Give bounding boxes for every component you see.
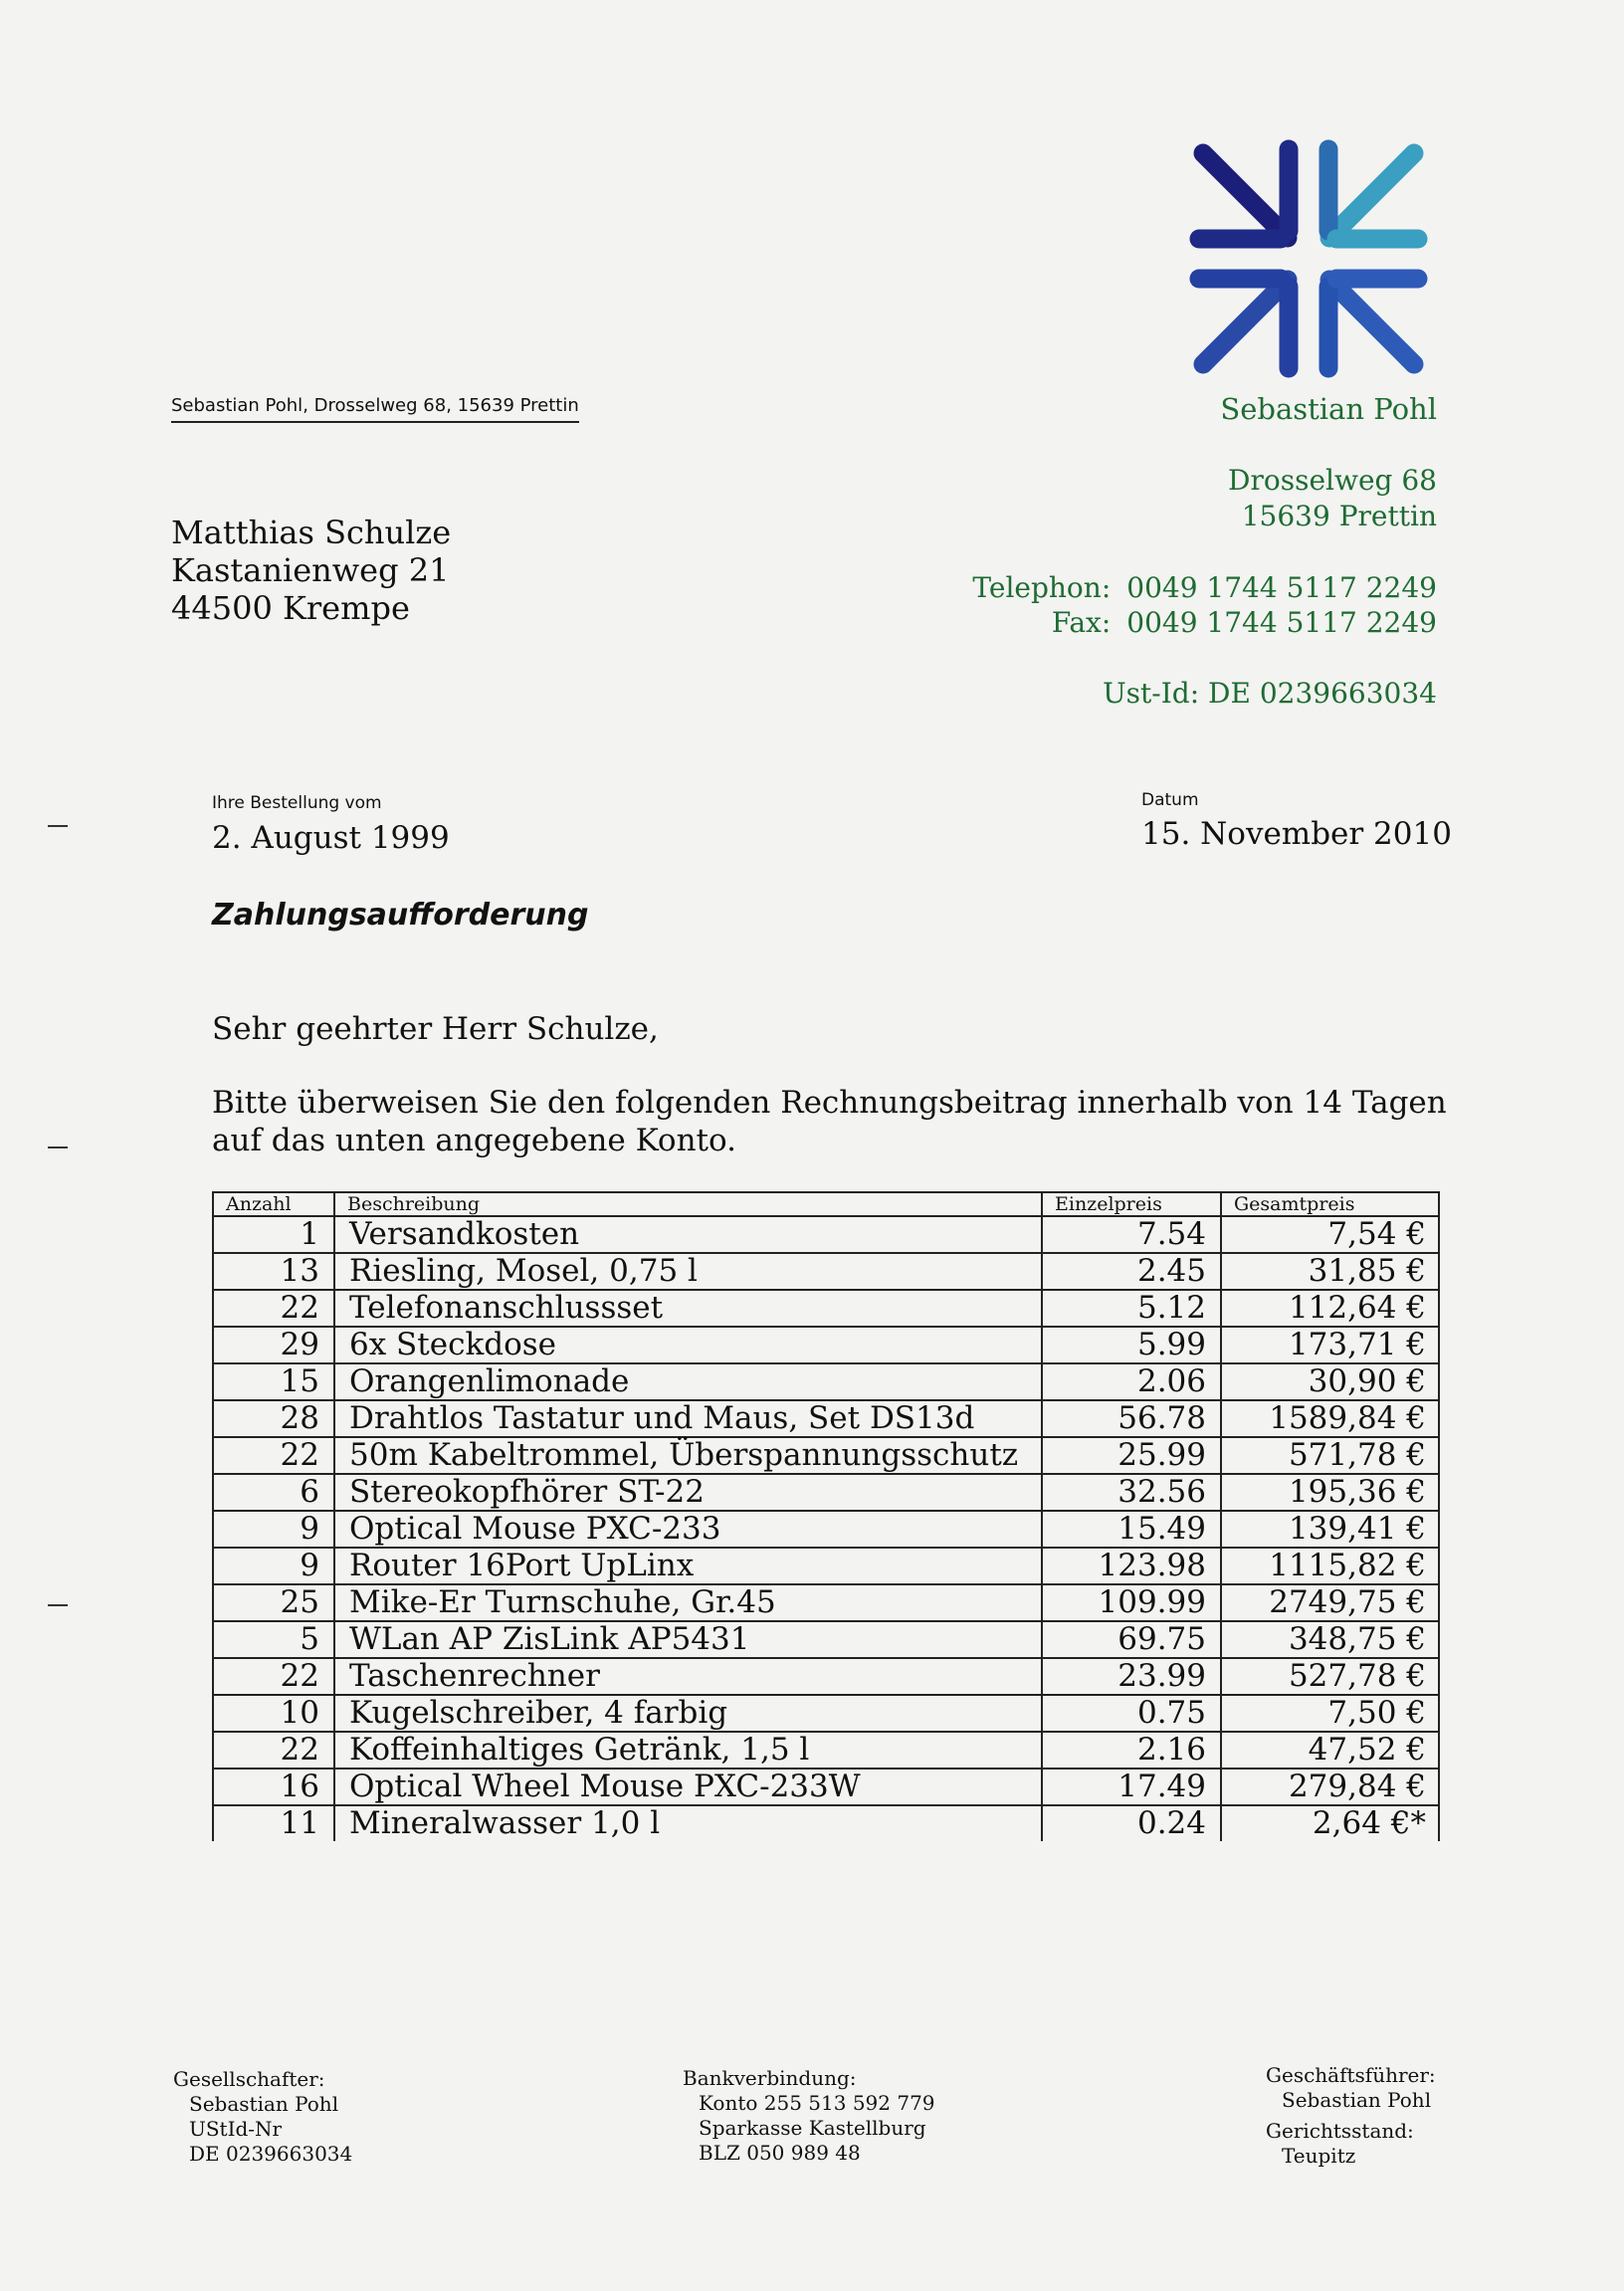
manager-name: Sebastian Pohl xyxy=(1282,2088,1432,2112)
column-header-description: Beschreibung xyxy=(334,1192,1042,1216)
court-label: Gerichtsstand: xyxy=(1266,2119,1414,2143)
fold-mark-bottom xyxy=(48,1604,68,1606)
court-value: Teupitz xyxy=(1282,2144,1356,2168)
footer-bank xyxy=(683,2066,935,2166)
recipient-city: 44500 Krempe xyxy=(171,589,410,627)
item-total-price: 30,90 € xyxy=(1221,1363,1439,1400)
sender-contact xyxy=(972,570,1437,640)
item-total-price: 7,54 € xyxy=(1221,1216,1439,1253)
item-total-price: 2749,75 € xyxy=(1221,1584,1439,1621)
table-row xyxy=(213,1511,1439,1548)
item-description: Router 16Port UpLinx xyxy=(334,1548,1042,1584)
item-total-price: 2,64 €* xyxy=(1221,1805,1439,1841)
phone-label: Telephon: xyxy=(972,571,1112,604)
item-quantity: 9 xyxy=(213,1548,334,1584)
table-row xyxy=(213,1695,1439,1732)
item-total-price: 348,75 € xyxy=(1221,1621,1439,1658)
item-unit-price: 56.78 xyxy=(1042,1400,1221,1437)
recipient-name: Matthias Schulze xyxy=(171,514,452,551)
item-description: Mike-Er Turnschuhe, Gr.45 xyxy=(334,1584,1042,1621)
table-row xyxy=(213,1474,1439,1511)
order-date-value: 2. August 1999 xyxy=(212,820,450,856)
sender-vat-id: Ust-Id: DE 0239663034 xyxy=(1103,677,1437,710)
partners-title: Gesellschafter: xyxy=(173,2067,325,2091)
document-date-label: Datum xyxy=(1141,790,1199,810)
item-quantity: 22 xyxy=(213,1437,334,1474)
item-description: Koffeinhaltiges Getränk, 1,5 l xyxy=(334,1732,1042,1769)
item-unit-price: 69.75 xyxy=(1042,1621,1221,1658)
table-header-row xyxy=(213,1192,1439,1216)
item-total-price: 571,78 € xyxy=(1221,1437,1439,1474)
document-date-value: 15. November 2010 xyxy=(1141,816,1452,852)
item-total-price: 31,85 € xyxy=(1221,1253,1439,1290)
bank-code: BLZ 050 989 48 xyxy=(699,2141,861,2165)
body-line-1: Bitte überweisen Sie den folgenden Rechnungsbeitrag innerhalb von 14 Tagen xyxy=(212,1085,1447,1121)
item-quantity: 15 xyxy=(213,1363,334,1400)
item-unit-price: 5.99 xyxy=(1042,1327,1221,1363)
item-quantity: 25 xyxy=(213,1584,334,1621)
item-total-price: 195,36 € xyxy=(1221,1474,1439,1511)
item-description: Versandkosten xyxy=(334,1216,1042,1253)
vat-id-value: DE 0239663034 xyxy=(189,2142,353,2166)
item-quantity: 29 xyxy=(213,1327,334,1363)
table-row xyxy=(213,1769,1439,1805)
item-total-price: 1589,84 € xyxy=(1221,1400,1439,1437)
table-row xyxy=(213,1216,1439,1253)
item-description: Mineralwasser 1,0 l xyxy=(334,1805,1042,1841)
item-unit-price: 17.49 xyxy=(1042,1769,1221,1805)
bank-account: Konto 255 513 592 779 xyxy=(699,2091,935,2115)
bank-name: Sparkasse Kastellburg xyxy=(699,2116,926,2140)
item-total-price: 112,64 € xyxy=(1221,1290,1439,1327)
item-total-price: 139,41 € xyxy=(1221,1511,1439,1548)
partners-name: Sebastian Pohl xyxy=(189,2092,339,2116)
item-description: WLan AP ZisLink AP5431 xyxy=(334,1621,1042,1658)
item-quantity: 22 xyxy=(213,1290,334,1327)
item-quantity: 22 xyxy=(213,1658,334,1695)
column-header-unit-price: Einzelpreis xyxy=(1042,1192,1221,1216)
sender-name: Sebastian Pohl xyxy=(1220,392,1437,426)
table-body xyxy=(213,1216,1439,1841)
item-unit-price: 2.45 xyxy=(1042,1253,1221,1290)
invoice-items-table xyxy=(212,1191,1440,1841)
item-unit-price: 0.75 xyxy=(1042,1695,1221,1732)
table-row xyxy=(213,1621,1439,1658)
table-row xyxy=(213,1290,1439,1327)
item-quantity: 13 xyxy=(213,1253,334,1290)
item-unit-price: 123.98 xyxy=(1042,1548,1221,1584)
table-row xyxy=(213,1253,1439,1290)
asterisk-star-logo-icon xyxy=(1189,139,1428,378)
item-total-price: 47,52 € xyxy=(1221,1732,1439,1769)
body-line-2: auf das unten angegebene Konto. xyxy=(212,1123,736,1158)
return-address: Sebastian Pohl, Drosselweg 68, 15639 Prettin xyxy=(171,395,579,423)
item-quantity: 16 xyxy=(213,1769,334,1805)
item-unit-price: 23.99 xyxy=(1042,1658,1221,1695)
footer-partners xyxy=(173,2067,352,2167)
item-quantity: 5 xyxy=(213,1621,334,1658)
item-description: Stereokopfhörer ST-22 xyxy=(334,1474,1042,1511)
recipient-street: Kastanienweg 21 xyxy=(171,551,450,589)
item-unit-price: 5.12 xyxy=(1042,1290,1221,1327)
item-unit-price: 7.54 xyxy=(1042,1216,1221,1253)
item-unit-price: 0.24 xyxy=(1042,1805,1221,1841)
item-unit-price: 109.99 xyxy=(1042,1584,1221,1621)
column-header-quantity: Anzahl xyxy=(213,1192,334,1216)
table-row xyxy=(213,1437,1439,1474)
footer-management xyxy=(1266,2063,1436,2169)
item-quantity: 6 xyxy=(213,1474,334,1511)
fax-number: 0049 1744 5117 2249 xyxy=(1126,606,1437,639)
item-unit-price: 25.99 xyxy=(1042,1437,1221,1474)
sender-city: 15639 Prettin xyxy=(1241,500,1437,532)
table-row xyxy=(213,1805,1439,1841)
recipient-address xyxy=(171,514,451,627)
body-text xyxy=(212,1084,1456,1159)
item-description: Riesling, Mosel, 0,75 l xyxy=(334,1253,1042,1290)
item-total-price: 279,84 € xyxy=(1221,1769,1439,1805)
item-total-price: 1115,82 € xyxy=(1221,1548,1439,1584)
table-row xyxy=(213,1400,1439,1437)
item-description: 50m Kabeltrommel, Überspannungsschutz xyxy=(334,1437,1042,1474)
item-unit-price: 2.16 xyxy=(1042,1732,1221,1769)
bank-title: Bankverbindung: xyxy=(683,2066,857,2090)
item-total-price: 527,78 € xyxy=(1221,1658,1439,1695)
item-description: Orangenlimonade xyxy=(334,1363,1042,1400)
table-row xyxy=(213,1658,1439,1695)
item-unit-price: 32.56 xyxy=(1042,1474,1221,1511)
item-quantity: 10 xyxy=(213,1695,334,1732)
item-quantity: 28 xyxy=(213,1400,334,1437)
item-quantity: 1 xyxy=(213,1216,334,1253)
item-description: Optical Mouse PXC-233 xyxy=(334,1511,1042,1548)
item-description: Telefonanschlussset xyxy=(334,1290,1042,1327)
order-date-label: Ihre Bestellung vom xyxy=(212,793,382,813)
item-unit-price: 2.06 xyxy=(1042,1363,1221,1400)
table-row xyxy=(213,1327,1439,1363)
item-quantity: 22 xyxy=(213,1732,334,1769)
salutation: Sehr geehrter Herr Schulze, xyxy=(212,1011,659,1047)
punch-mark xyxy=(48,1146,68,1148)
sender-street: Drosselweg 68 xyxy=(1228,464,1437,497)
item-total-price: 7,50 € xyxy=(1221,1695,1439,1732)
item-description: Kugelschreiber, 4 farbig xyxy=(334,1695,1042,1732)
column-header-total-price: Gesamtpreis xyxy=(1221,1192,1439,1216)
item-quantity: 9 xyxy=(213,1511,334,1548)
item-unit-price: 15.49 xyxy=(1042,1511,1221,1548)
table-row xyxy=(213,1363,1439,1400)
item-description: Optical Wheel Mouse PXC-233W xyxy=(334,1769,1042,1805)
vat-id-label: UStId-Nr xyxy=(189,2117,283,2141)
fax-label: Fax: xyxy=(1051,606,1112,639)
subject-line: Zahlungsaufforderung xyxy=(212,898,589,933)
table-row xyxy=(213,1732,1439,1769)
item-description: 6x Steckdose xyxy=(334,1327,1042,1363)
item-quantity: 11 xyxy=(213,1805,334,1841)
table-row xyxy=(213,1584,1439,1621)
item-total-price: 173,71 € xyxy=(1221,1327,1439,1363)
table-row xyxy=(213,1548,1439,1584)
fold-mark-top xyxy=(48,825,68,827)
manager-title: Geschäftsführer: xyxy=(1266,2063,1436,2087)
phone-number: 0049 1744 5117 2249 xyxy=(1126,571,1437,604)
item-description: Drahtlos Tastatur und Maus, Set DS13d xyxy=(334,1400,1042,1437)
item-description: Taschenrechner xyxy=(334,1658,1042,1695)
